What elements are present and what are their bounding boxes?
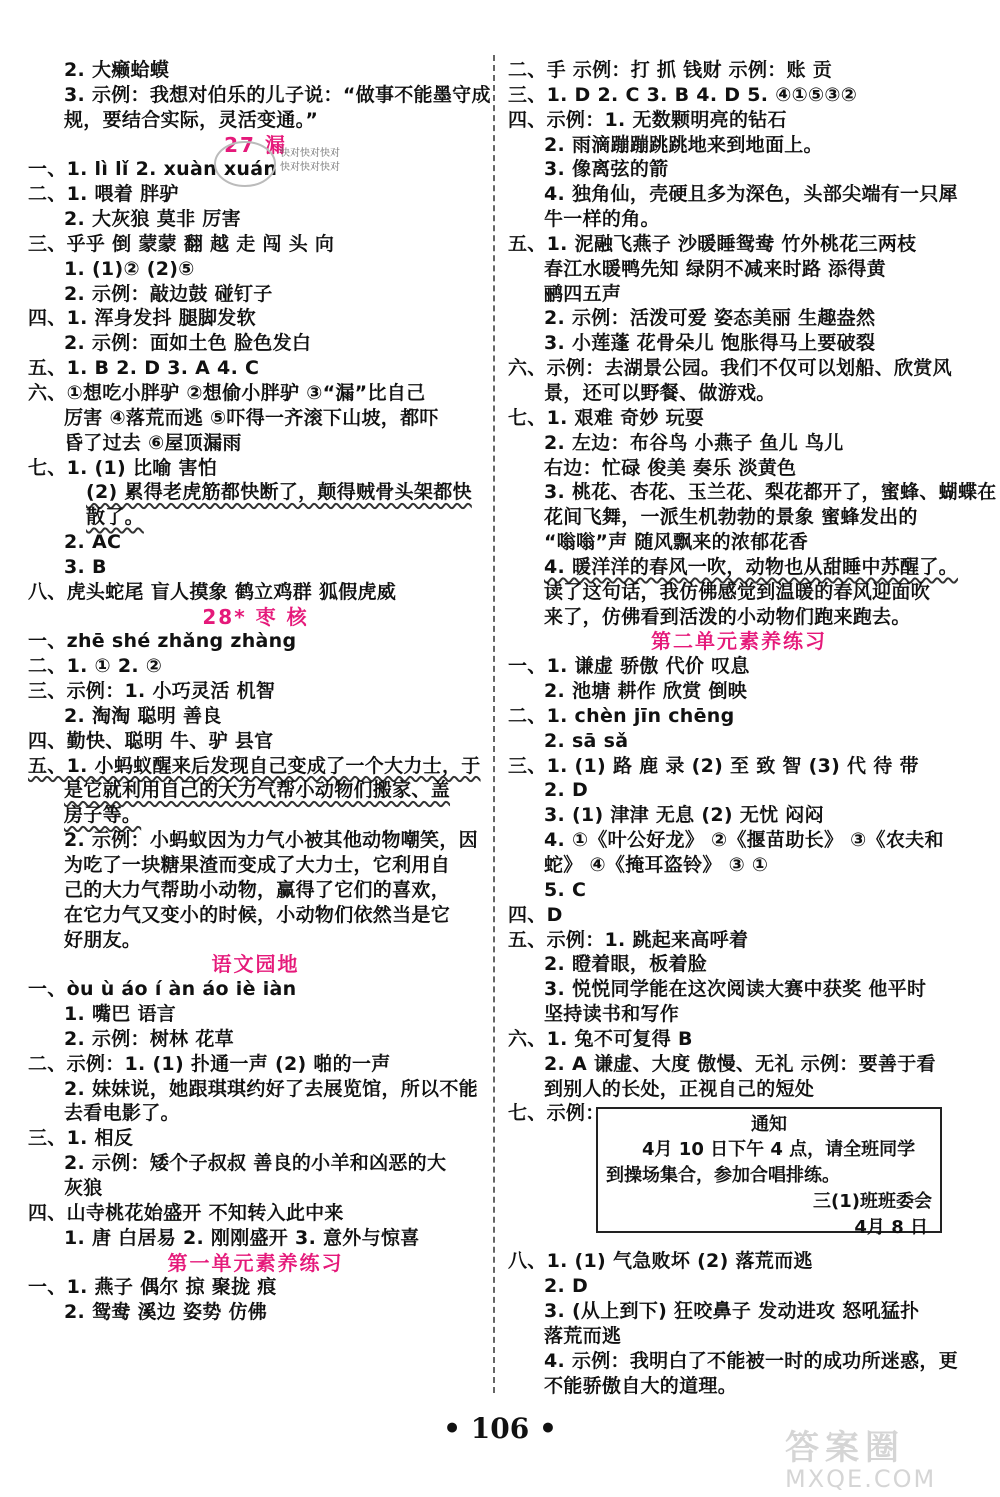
answer-line bbox=[508, 1002, 970, 1027]
answer-line bbox=[28, 580, 483, 605]
site-watermark bbox=[785, 1420, 985, 1492]
answer-text: 2. 鸳鸯 溪边 姿势 仿佛 bbox=[64, 1301, 268, 1324]
notice-box bbox=[596, 1107, 942, 1239]
answer-line bbox=[508, 952, 970, 977]
answer-text: 五、1. B 2. D 3. A 4. C bbox=[28, 357, 260, 380]
answer-text: 坚持读书和写作 bbox=[544, 1003, 680, 1026]
answer-text: 3. 像离弦的箭 bbox=[544, 158, 669, 181]
section-heading bbox=[508, 629, 970, 654]
answer-line bbox=[28, 530, 483, 555]
answer-line bbox=[28, 754, 483, 779]
answer-line bbox=[508, 133, 970, 158]
answer-line bbox=[28, 1275, 483, 1300]
answer-line bbox=[508, 431, 970, 456]
answer-line bbox=[28, 704, 483, 729]
answer-line bbox=[508, 679, 970, 704]
answer-text: 灰狼 bbox=[64, 1176, 103, 1199]
answer-line bbox=[508, 1274, 970, 1299]
stamp-mark bbox=[205, 134, 340, 194]
answer-line bbox=[508, 157, 970, 182]
answer-line bbox=[28, 903, 483, 928]
answer-line bbox=[28, 406, 483, 431]
answer-text: 昏了过去 ⑥屋顶漏雨 bbox=[64, 431, 242, 454]
answer-text: 来了，仿佛看到活泼的小动物们跑来跑去。 bbox=[544, 605, 911, 628]
answer-line bbox=[28, 58, 483, 83]
answer-text: 为吃了一块糖果渣而变成了大力士，它利用自 bbox=[64, 854, 451, 876]
answer-text: 七、1. 艰难 奇妙 玩耍 bbox=[508, 406, 705, 429]
answer-line bbox=[28, 1126, 483, 1151]
answer-line bbox=[28, 1002, 483, 1027]
answer-line bbox=[508, 306, 970, 331]
answer-text: 2. 池塘 耕作 欣赏 倒映 bbox=[544, 680, 748, 703]
answer-line bbox=[508, 1324, 970, 1349]
answer-text: 4. 示例：我明白了不能被一时的成功所迷惑，更 bbox=[544, 1349, 958, 1372]
answer-line bbox=[508, 282, 970, 307]
right-column bbox=[508, 58, 997, 1399]
answer-text: 四、勤快、聪明 牛、驴 县官 bbox=[28, 729, 274, 752]
answer-line bbox=[28, 1151, 483, 1176]
answer-text: 2. 大灰狼 莫非 厉害 bbox=[64, 208, 241, 231]
answer-line bbox=[28, 356, 483, 381]
answer-line bbox=[28, 555, 483, 580]
answer-text: 二、1. 喂着 胖驴 bbox=[28, 183, 179, 206]
answer-line bbox=[28, 431, 483, 456]
answer-text: 房子等。 bbox=[64, 804, 142, 827]
answer-line bbox=[28, 679, 483, 704]
answer-line bbox=[28, 456, 483, 481]
answer-text: 五、1. 小蚂蚁醒来后发现自己变成了一个大力士，于 bbox=[28, 754, 481, 777]
section-heading bbox=[28, 605, 483, 630]
answer-line bbox=[28, 853, 483, 878]
answer-text: (2) 累得老虎筋都快断了，颠得贼骨头架都快 bbox=[86, 481, 472, 504]
answer-line bbox=[508, 1249, 970, 1274]
heading-text: 28* 枣 核 bbox=[202, 604, 309, 629]
answer-line bbox=[508, 1349, 970, 1374]
answer-text: 4. 暖洋洋的春风一吹，动物也从甜睡中苏醒了。 bbox=[544, 555, 958, 578]
answer-text: 1. 嘴巴 语言 bbox=[64, 1003, 177, 1026]
notice-title: 通知 bbox=[751, 1114, 787, 1136]
answer-text: 读了这句话，我仿佛感觉到温暖的春风迎面吹 bbox=[544, 580, 931, 603]
answer-text: 厉害 ④落荒而逃 ⑤吓得一齐滚下山坡，都吓 bbox=[64, 406, 439, 429]
answer-text: 右边：忙碌 俊美 奏乐 淡黄色 bbox=[544, 456, 797, 479]
answer-line bbox=[508, 480, 997, 505]
answer-line bbox=[508, 828, 970, 853]
answer-text: 六、1. 兔不可复得 B bbox=[508, 1027, 693, 1050]
answer-line bbox=[28, 257, 483, 282]
answer-line bbox=[28, 778, 483, 803]
answer-line bbox=[28, 306, 483, 331]
notice-label bbox=[508, 1101, 605, 1126]
answer-text: 散了。 bbox=[86, 506, 144, 529]
answer-text: 春江水暖鸭先知 绿阴不减来时路 添得黄 bbox=[544, 257, 886, 280]
answer-line bbox=[508, 456, 970, 481]
stamp-text: 快对快对快对 bbox=[280, 148, 340, 159]
answer-line bbox=[28, 1077, 483, 1102]
answer-text: 一、1. 谦虚 骄傲 代价 叹息 bbox=[508, 655, 750, 678]
notice-body: 4月 10 日下午 4 点，请全班同学到操场集合，参加合唱排练。 bbox=[606, 1139, 916, 1187]
answer-line bbox=[508, 257, 970, 282]
answer-line bbox=[28, 729, 483, 754]
answer-text: 2. 瞪着眼，板着脸 bbox=[544, 953, 708, 976]
answer-line bbox=[508, 331, 970, 356]
answer-text: 六、示例：去湖景公园。我们不仅可以划船、欣赏风 bbox=[508, 357, 952, 380]
answer-line bbox=[28, 108, 483, 133]
answer-text: 三、乎乎 倒 蒙蒙 翻 越 走 闯 头 向 bbox=[28, 232, 335, 255]
answer-text: 落荒而逃 bbox=[544, 1324, 622, 1347]
answer-line bbox=[28, 1101, 483, 1126]
answer-text: 三、示例：1. 小巧灵活 机智 bbox=[28, 680, 276, 703]
answer-text: 4. 独角仙，壳硬且多为深色，头部尖端有一只犀 bbox=[544, 183, 958, 206]
answer-line bbox=[508, 903, 970, 928]
answer-text: 二、示例：1. (1) 扑通一声 (2) 啪的一声 bbox=[28, 1052, 391, 1075]
answer-line bbox=[508, 605, 970, 630]
answer-line bbox=[508, 580, 970, 605]
answer-text: 1. (1)② (2)⑤ bbox=[64, 257, 195, 280]
answer-text: 一、1. 燕子 偶尔 掠 聚拢 痕 bbox=[28, 1276, 277, 1299]
answer-text: 八、1. (1) 气急败坏 (2) 落荒而逃 bbox=[508, 1250, 813, 1273]
answer-line bbox=[508, 406, 970, 431]
answer-line bbox=[28, 1176, 483, 1201]
answer-line bbox=[508, 704, 970, 729]
answer-text: 二、1. chèn jīn chēng bbox=[508, 704, 735, 727]
answer-line bbox=[508, 381, 970, 406]
answer-text: 景，还可以野餐、做游戏。 bbox=[544, 381, 776, 404]
answer-line bbox=[508, 928, 970, 953]
answer-text: 三、1. 相反 bbox=[28, 1127, 134, 1150]
section-heading bbox=[28, 952, 483, 977]
answer-text: 2. 妹妹说，她跟琪琪约好了去展览馆，所以不能 bbox=[64, 1077, 478, 1100]
answer-text: 1. 唐 白居易 2. 刚刚盛开 3. 意外与惊喜 bbox=[64, 1226, 420, 1249]
answer-text: 2. D bbox=[544, 779, 589, 802]
answer-text: 牛一样的角。 bbox=[544, 208, 660, 231]
notice-signature: 三(1)班班委会 bbox=[813, 1191, 932, 1213]
answer-line bbox=[28, 828, 483, 853]
answer-text: 五、1. 泥融飞燕子 沙暖睡鸳鸯 竹外桃花三两枝 bbox=[508, 232, 917, 255]
answer-text: 2. 示例：活泼可爱 姿态美丽 生趣盎然 bbox=[544, 307, 876, 330]
heading-text: 27 漏 bbox=[224, 132, 287, 157]
answer-line bbox=[28, 381, 483, 406]
column-divider bbox=[493, 55, 495, 1393]
answer-text: 3. (1) 津津 无息 (2) 无忧 闷闷 bbox=[544, 804, 824, 827]
answer-text: 一、òu ù áo í àn áo iè iàn bbox=[28, 978, 297, 1001]
answer-line bbox=[508, 182, 970, 207]
answer-text: 2. 大癞蛤蟆 bbox=[64, 59, 170, 81]
answer-text: 3. 桃花、杏花、玉兰花、梨花都开了，蜜蜂、蝴蝶在 bbox=[544, 481, 997, 504]
answer-line bbox=[28, 629, 483, 654]
answer-line bbox=[28, 977, 483, 1002]
answer-line bbox=[508, 977, 970, 1002]
answer-line bbox=[28, 878, 483, 903]
stamp-text-2: 快对快对快对 bbox=[280, 162, 340, 173]
answer-line bbox=[28, 1300, 483, 1325]
answer-line bbox=[508, 207, 970, 232]
answer-text: 花间飞舞，一派生机勃勃的景象 蜜蜂发出的 bbox=[544, 506, 918, 529]
answer-text: 好朋友。 bbox=[64, 928, 142, 951]
answer-text: 五、示例：1. 跳起来高呼着 bbox=[508, 928, 749, 951]
answer-line bbox=[508, 505, 970, 530]
answer-text: 规，要结合实际，灵活变通。” bbox=[64, 108, 319, 131]
answer-text: 四、示例：1. 无数颗明亮的钻石 bbox=[508, 108, 787, 131]
answer-line bbox=[508, 108, 970, 133]
answer-line bbox=[508, 83, 970, 108]
answer-line bbox=[508, 58, 970, 83]
answer-text: 3. (从上到下) 狂咬鼻子 发动进攻 怒吼猛扑 bbox=[544, 1300, 920, 1323]
answer-line bbox=[508, 530, 970, 555]
answer-text: 二、1. ① 2. ② bbox=[28, 655, 163, 678]
answer-text: 蛇》 ④《掩耳盗铃》 ③ ① bbox=[544, 854, 769, 876]
answer-line bbox=[28, 505, 483, 530]
answer-text: 2. 左边：布谷鸟 小燕子 鱼儿 鸟儿 bbox=[544, 431, 844, 454]
answer-text: 己的大力气帮助小动物，赢得了它们的喜欢， bbox=[64, 878, 451, 901]
answer-line bbox=[28, 1027, 483, 1052]
answer-text: 3. 示例：我想对伯乐的儿子说：“做事不能墨守成 bbox=[64, 83, 491, 106]
answer-text: 3. B bbox=[64, 555, 107, 578]
answer-line bbox=[508, 232, 970, 257]
answer-line bbox=[28, 331, 483, 356]
answer-text: 2. A 谦虚、大度 傲慢、无礼 示例：要善于看 bbox=[544, 1052, 936, 1075]
heading-text: 第一单元素养练习 bbox=[167, 1250, 344, 1275]
answer-text: 六、①想吃小胖驴 ②想偷小胖驴 ③“漏”比自己 bbox=[28, 381, 426, 404]
heading-text: 第二单元素养练习 bbox=[651, 629, 827, 654]
answer-line bbox=[508, 878, 970, 903]
answer-text: 2. AC bbox=[64, 531, 122, 554]
answer-line bbox=[28, 83, 491, 108]
answer-text: 三、1. (1) 路 鹿 录 (2) 至 致 智 (3) 代 待 带 bbox=[508, 754, 919, 777]
answer-text: 2. D bbox=[544, 1275, 589, 1298]
answer-line bbox=[28, 207, 483, 232]
answer-line bbox=[28, 480, 483, 505]
answer-text: 不能骄傲自大的道理。 bbox=[544, 1374, 738, 1397]
answer-text: 5. C bbox=[544, 878, 587, 901]
watermark-logo-text: 答案圈 bbox=[785, 1428, 905, 1468]
answer-text: 八、虎头蛇尾 盲人摸象 鹤立鸡群 狐假虎威 bbox=[28, 580, 397, 603]
left-column bbox=[28, 58, 491, 1325]
answer-line bbox=[508, 1027, 970, 1052]
answer-text: 在它力气又变小的时候，小动物们依然当是它 bbox=[64, 903, 451, 926]
answer-line bbox=[28, 1201, 483, 1226]
answer-text: 2. 示例：树林 花草 bbox=[64, 1027, 234, 1050]
answer-text: 一、zhē shé zhǎng zhàng bbox=[28, 630, 297, 653]
answer-line bbox=[28, 1226, 483, 1251]
answer-line bbox=[508, 754, 970, 779]
answer-text: 四、1. 浑身发抖 腿脚发软 bbox=[28, 307, 256, 330]
answer-line bbox=[508, 853, 970, 878]
answer-line bbox=[28, 282, 483, 307]
answer-line bbox=[28, 928, 483, 953]
answer-text: 2. 雨滴蹦蹦跳跳地来到地面上。 bbox=[544, 133, 823, 156]
answer-text: 三、1. D 2. C 3. B 4. D 5. ④①⑤③② bbox=[508, 83, 858, 106]
notice-example bbox=[508, 1101, 970, 1249]
answer-text: 七、1. (1) 比喻 害怕 bbox=[28, 456, 218, 479]
answer-text: 鹂四五声 bbox=[544, 282, 622, 305]
answer-text: 2. 淘淘 聪明 善良 bbox=[64, 704, 222, 727]
answer-text: 去看电影了。 bbox=[64, 1102, 180, 1125]
answer-line bbox=[508, 1299, 970, 1324]
section-heading bbox=[28, 1251, 483, 1276]
answer-line bbox=[28, 232, 483, 257]
answer-text: “嗡嗡”声 随风飘来的浓郁花香 bbox=[544, 531, 809, 554]
answer-line bbox=[508, 1077, 970, 1102]
answer-text: 2. 示例：矮个子叔叔 善良的小羊和凶恶的大 bbox=[64, 1152, 447, 1175]
answer-line bbox=[508, 1374, 970, 1399]
answer-line bbox=[508, 356, 970, 381]
answer-line bbox=[28, 654, 483, 679]
answer-line bbox=[508, 729, 970, 754]
answer-line bbox=[508, 654, 970, 679]
answer-text: 是它就利用自己的大力气帮小动物们搬家、盖 bbox=[64, 779, 451, 802]
page-number: • 106 • bbox=[443, 1412, 557, 1445]
answer-line bbox=[508, 803, 970, 828]
notice-label-text: 七、示例： bbox=[508, 1102, 605, 1125]
answer-line bbox=[28, 803, 483, 828]
notice-date: 4月 8 日 bbox=[854, 1217, 928, 1239]
answer-text: 2. 示例：面如土色 脸色发白 bbox=[64, 332, 312, 355]
answer-text: 二、手 示例：打 抓 钱财 示例：账 贡 bbox=[508, 59, 833, 81]
answer-text: 四、山寺桃花始盛开 不知转入此中来 bbox=[28, 1201, 344, 1224]
answer-text: 一、1. lì lǐ 2. xuàn xuán bbox=[28, 158, 278, 181]
answer-text: 四、D bbox=[508, 903, 563, 926]
answer-text: 4. ①《叶公好龙》 ②《揠苗助长》 ③《农夫和 bbox=[544, 829, 944, 852]
answer-line bbox=[28, 1052, 483, 1077]
answer-line bbox=[508, 778, 970, 803]
answer-line bbox=[508, 555, 970, 580]
heading-text: 语文园地 bbox=[211, 952, 300, 977]
answer-text: 2. 示例：敲边鼓 碰钉子 bbox=[64, 282, 273, 305]
answer-line bbox=[508, 1052, 970, 1077]
watermark-url: MXQE.COM bbox=[785, 1465, 937, 1493]
answer-text: 2. 示例：小蚂蚁因为力气小被其他动物嘲笑，因 bbox=[64, 829, 478, 852]
answer-text: 3. 悦悦同学能在这次阅读大赛中获奖 他平时 bbox=[544, 978, 927, 1001]
answer-text: 2. sā sǎ bbox=[544, 729, 629, 752]
answer-text: 到别人的长处，正视自己的短处 bbox=[544, 1077, 815, 1100]
answer-text: 3. 小莲蓬 花骨朵儿 饱胀得马上要破裂 bbox=[544, 332, 876, 355]
